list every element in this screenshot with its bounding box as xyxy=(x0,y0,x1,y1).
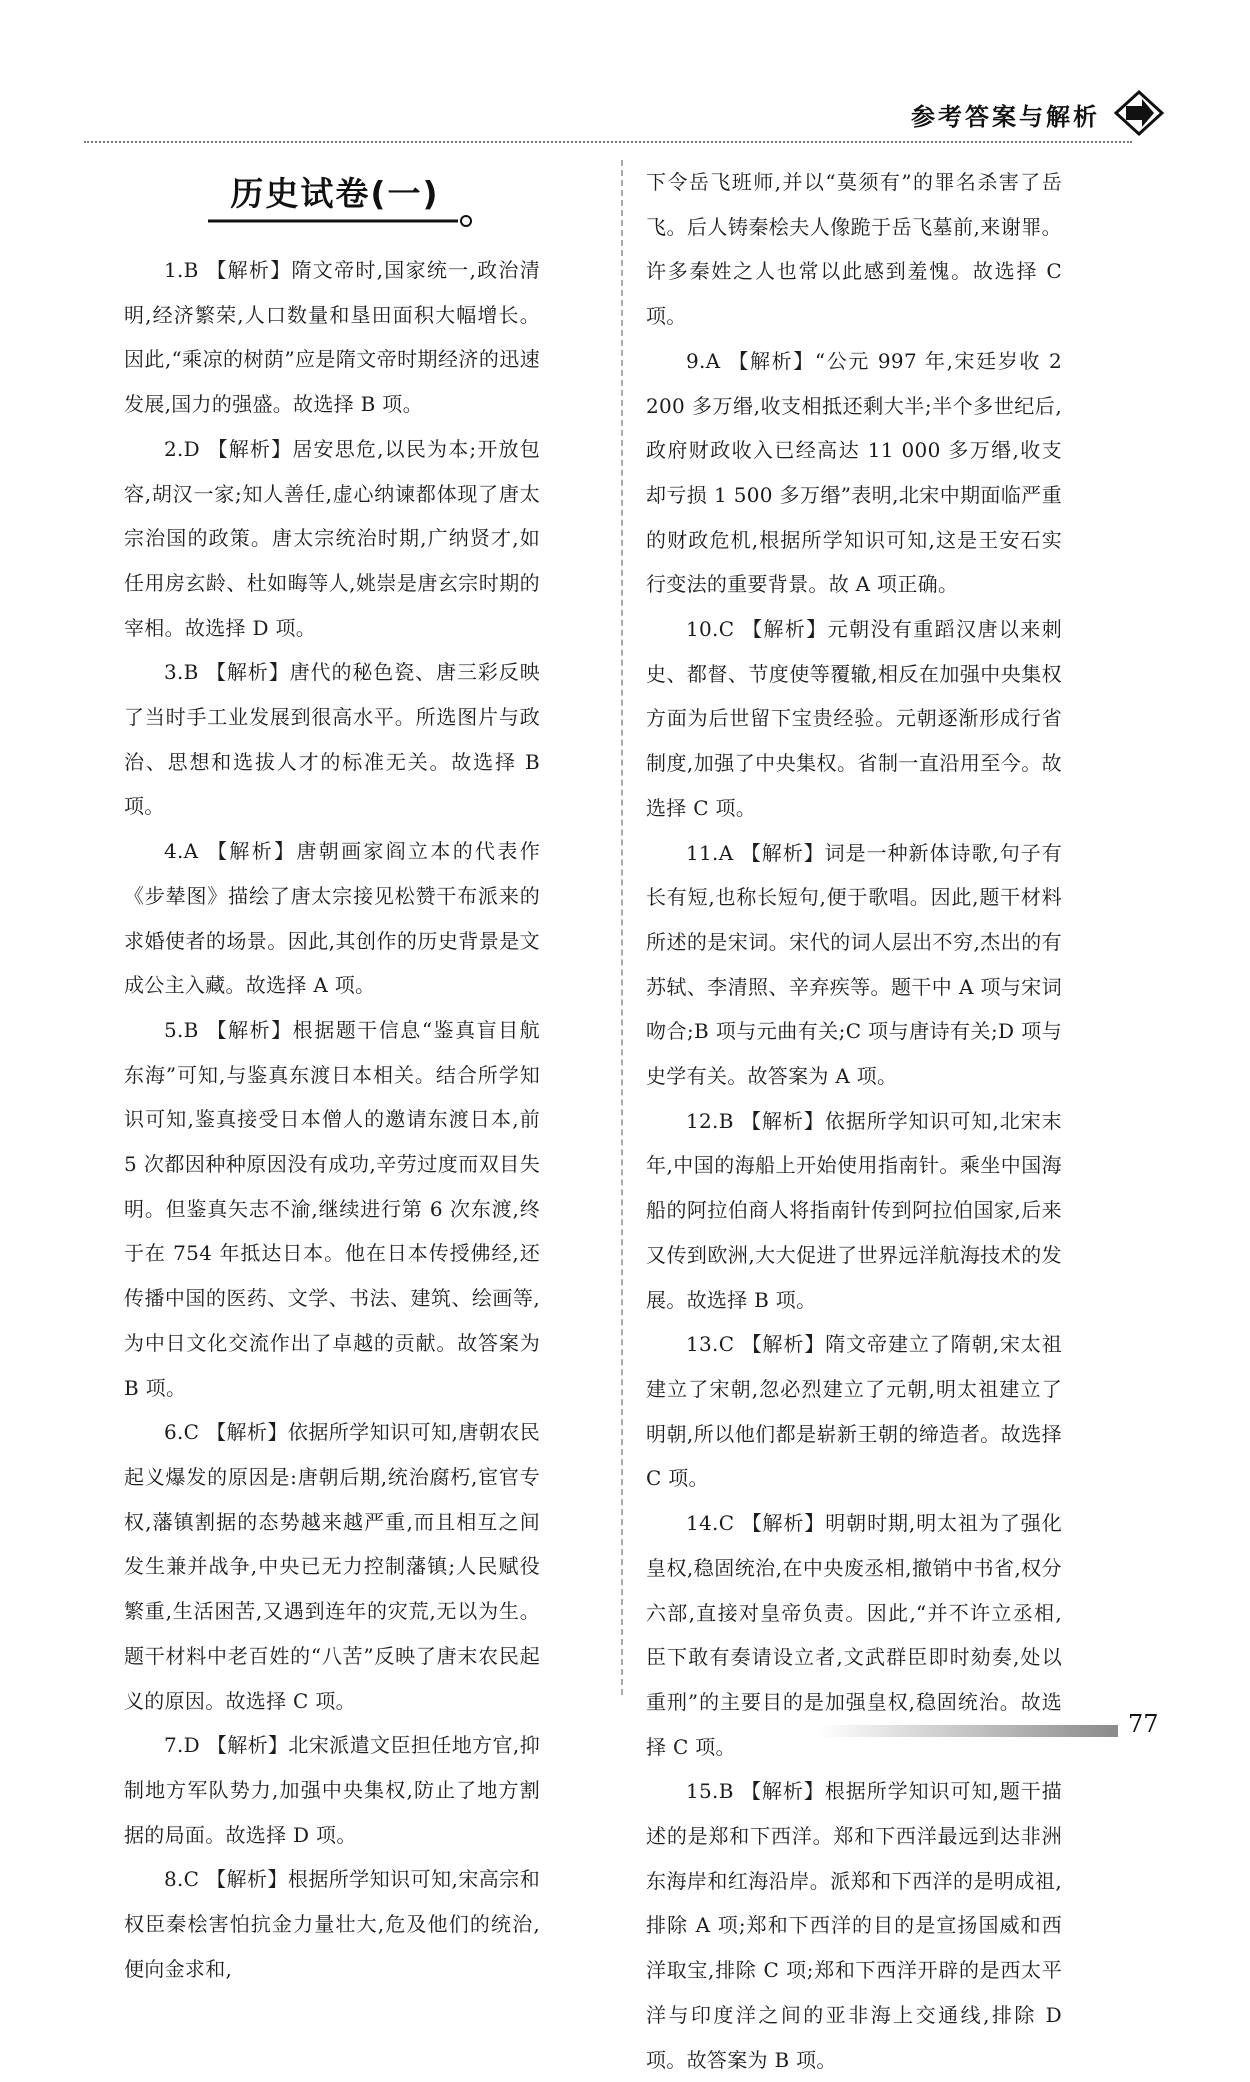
answer-item: 11.A 【解析】词是一种新体诗歌,句子有长有短,也称长短句,便于歌唱。因此,题干材料所述的是宋词。宋代的词人层出不穷,杰出的有苏轼、李清照、辛弃疾等。题干中 A 项与宋词吻合;B 项与元曲有关;C 项与唐诗有关;D 项与史学有关。故答案为 A 项。 xyxy=(646,840,1062,1089)
section-title: 历史试卷(一) xyxy=(230,174,440,213)
left-column xyxy=(124,248,540,1991)
answer-item: 1.B 【解析】隋文帝时,国家统一,政治清明,经济繁荣,人口数量和垦田面积大幅增长。因此,“乘凉的树荫”应是隋文帝时期经济的迅速发展,国力的强盛。故选择 B 项。 xyxy=(124,258,540,417)
page-number: 77 xyxy=(1128,1710,1159,1738)
answer-item: 13.C 【解析】隋文帝建立了隋朝,宋太祖建立了宋朝,忽必烈建立了元朝,明太祖建立了明朝,所以他们都是崭新王朝的缔造者。故选择 C 项。 xyxy=(646,1332,1062,1491)
answer-item: 10.C 【解析】元朝没有重蹈汉唐以来刺史、都督、节度使等覆辙,相反在加强中央集权方面为后世留下宝贵经验。元朝逐渐形成行省制度,加强了中央集权。省制一直沿用至今。故选择 C 项。 xyxy=(646,617,1062,820)
header-dotted-rule xyxy=(84,141,1132,143)
answer-item: 7.D 【解析】北宋派遣文臣担任地方官,抑制地方军队势力,加强中央集权,防止了地方割据的局面。故选择 D 项。 xyxy=(124,1733,540,1847)
page-header xyxy=(0,0,1250,150)
answer-item: 4.A 【解析】唐朝画家阎立本的代表作《步辇图》描绘了唐太宗接见松赞干布派来的求婚使者的场景。因此,其创作的历史背景是文成公主入藏。故选择 A 项。 xyxy=(124,839,540,998)
answer-item: 15.B 【解析】根据所学知识可知,题干描述的是郑和下西洋。郑和下西洋最远到达非洲东海岸和红海沿岸。派郑和下西洋的是明成祖,排除 A 项;郑和下西洋的目的是宣扬国威和西洋取宝,排除 C 项;郑和下西洋开辟的是西太平洋与印度洋之间的亚非海上交通线,排除 D 项。故答案为 B 项。 xyxy=(646,1779,1062,2072)
answer-item: 3.B 【解析】唐代的秘色瓷、唐三彩反映了当时手工业发展到很高水平。所选图片与政治、思想和选拔人才的标准无关。故选择 B 项。 xyxy=(124,660,540,819)
answer-continuation: 下令岳飞班师,并以“莫须有”的罪名杀害了岳飞。后人铸秦桧夫人像跪于岳飞墓前,来谢罪。许多秦姓之人也常以此感到羞愧。故选择 C 项。 xyxy=(646,170,1062,329)
answer-item: 14.C 【解析】明朝时期,明太祖为了强化皇权,稳固统治,在中央废丞相,撤销中书省,权分六部,直接对皇帝负责。因此,“并不许立丞相,臣下敢有奏请设立者,文武群臣即时劾奏,处以重刑”的主要目的是加强皇权,稳固统治。故选择 C 项。 xyxy=(646,1511,1062,1759)
arrow-in-diamond-icon xyxy=(1112,90,1166,136)
answer-item: 8.C 【解析】根据所学知识可知,宋高宗和权臣秦桧害怕抗金力量壮大,危及他们的统治,便向金求和, xyxy=(124,1867,540,1981)
title-underline-ornament xyxy=(208,214,478,228)
column-divider xyxy=(621,160,623,1695)
answer-item: 6.C 【解析】依据所学知识可知,唐朝农民起义爆发的原因是:唐朝后期,统治腐朽,宦官专权,藩镇割据的态势越来越严重,而且相互之间发生兼并战争,中央已无力控制藩镇;人民赋役繁重,生活困苦,又遇到连年的灾荒,无以为生。题干材料中老百姓的“八苦”反映了唐末农民起义的原因。故选择 C 项。 xyxy=(124,1420,540,1713)
answer-item: 12.B 【解析】依据所学知识可知,北宋末年,中国的海船上开始使用指南针。乘坐中国海船的阿拉伯商人将指南针传到阿拉伯国家,后来又传到欧洲,大大促进了世界远洋航海技术的发展。故选择 B 项。 xyxy=(646,1108,1062,1312)
answer-item: 2.D 【解析】居安思危,以民为本;开放包容,胡汉一家;知人善任,虚心纳谏都体现了唐太宗治国的政策。唐太宗统治时期,广纳贤才,如任用房玄龄、杜如晦等人,姚崇是唐玄宗时期的宰相。故选择 D 项。 xyxy=(124,436,540,640)
answer-item: 9.A 【解析】“公元 997 年,宋廷岁收 2 200 多万缗,收支相抵还剩大半;半个多世纪后,政府财政收入已经高达 11 000 多万缗,收支却亏损 1 500 多万缗”表明,北宋中期面临严重的财政危机,根据所学知识可知,这是王安石实行变法的重要背景。故 A 项正确。 xyxy=(646,348,1062,597)
right-column xyxy=(646,160,1062,2082)
footer-gradient-bar xyxy=(818,1725,1118,1737)
section-title-block xyxy=(200,168,470,228)
header-title: 参考答案与解析 xyxy=(911,103,1100,131)
answer-item: 5.B 【解析】根据题干信息“鉴真盲目航东海”可知,与鉴真东渡日本相关。结合所学知识可知,鉴真接受日本僧人的邀请东渡日本,前 5 次都因种种原因没有成功,辛劳过度而双目失明。但鉴真矢志不渝,继续进行第 6 次东渡,终于在 754 年抵达日本。他在日本传授佛经,还传播中国的医药、文学、书法、建筑、绘画等,为中日文化交流作出了卓越的贡献。故答案为 B 项。 xyxy=(124,1017,540,1400)
